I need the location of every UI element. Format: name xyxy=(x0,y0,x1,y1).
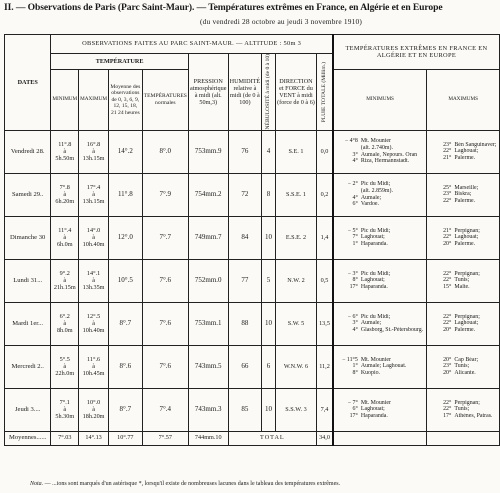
maxima-entry xyxy=(427,148,499,155)
cell-maxima xyxy=(427,302,500,345)
cell-minima xyxy=(333,130,427,173)
cell-normale: 7°.6 xyxy=(142,302,188,345)
cell-maxima xyxy=(427,130,500,173)
minima-temperature: 8° xyxy=(352,369,358,376)
maxima-place: Perpignan; xyxy=(454,399,480,406)
totals-maximum: 14°.13 xyxy=(79,431,109,445)
maxima-entry xyxy=(427,400,499,407)
maxima-temperature: 22° xyxy=(443,277,452,284)
cell-minima xyxy=(333,302,427,345)
minima-place: Aumale; xyxy=(360,194,382,201)
maxima-temperature: 21° xyxy=(443,154,452,161)
minima-place: Aumale; Laghouat. xyxy=(360,363,407,370)
header-humidite: HUMIDITÉ relative à midi (de 0 à 100) xyxy=(228,54,262,131)
maxima-temperature: 20° xyxy=(443,356,452,363)
maxima-temperature: 22° xyxy=(443,197,452,204)
footnote-text: — ...ions sont marqués d'un astérisque *, lorsqu'il existe de nombreuses lacunes dans le tableau des températures extrêmes. xyxy=(44,481,341,487)
totals-row xyxy=(5,431,500,445)
cell-vent: N.W. 2 xyxy=(275,259,316,302)
cell-moyenne: 12°.0 xyxy=(108,216,142,259)
minima-place: Laghouat; xyxy=(360,277,385,284)
minima-place: Riza, Hermannstadt. xyxy=(360,158,410,165)
cell-minimum: 7°.8 à 6h.20m xyxy=(51,173,79,216)
cell-moyenne: 11°.8 xyxy=(108,173,142,216)
cell-normale: 7°.6 xyxy=(142,345,188,388)
cell-normale: 7°.4 xyxy=(142,388,188,431)
minima-place: Vardoe. xyxy=(360,201,380,208)
maxima-entry xyxy=(427,185,499,192)
minima-temperature: 3° xyxy=(352,151,358,158)
totals-moyenne: 10°.77 xyxy=(108,431,142,445)
minima-entry xyxy=(334,241,427,248)
maxima-temperature: 15° xyxy=(443,283,452,290)
maxima-temperature: 20° xyxy=(443,326,452,333)
maxima-place: Malte. xyxy=(454,283,470,290)
maxima-temperature: 23° xyxy=(443,141,452,148)
cell-pluie: 1,4 xyxy=(317,216,333,259)
cell-maximum: 12°.5 à 10h.40m xyxy=(79,302,109,345)
cell-date: Lundi 31... xyxy=(5,259,51,302)
maxima-list xyxy=(427,271,499,291)
minima-temperature: 6° xyxy=(352,406,358,413)
minima-list xyxy=(334,357,427,377)
maxima-place: Perpignan; xyxy=(454,270,480,277)
minima-place: Haparanda. xyxy=(360,240,388,247)
cell-date: Mercredi 2.. xyxy=(5,345,51,388)
maxima-temperature: 20° xyxy=(443,369,452,376)
cell-minimum: 11°.4 à 6h.0m xyxy=(51,216,79,259)
cell-maxima xyxy=(427,345,500,388)
table-row xyxy=(5,302,500,345)
totals-total-label: TOTAL xyxy=(228,431,317,445)
minima-place: (alt. 2.859m). xyxy=(360,187,393,194)
minima-entry xyxy=(334,413,427,420)
header-maximum: MAXIMUM xyxy=(79,70,109,130)
cell-pression: 752mm.0 xyxy=(188,259,228,302)
maxima-entry xyxy=(427,234,499,241)
header-nebulosite-cell xyxy=(262,54,276,131)
minima-list xyxy=(334,400,427,420)
cell-normale: 7°.9 xyxy=(142,173,188,216)
minima-place: Haparanda. xyxy=(360,412,388,419)
maxima-list xyxy=(427,185,499,205)
maxima-entry xyxy=(427,284,499,291)
cell-vent: S.E. 1 xyxy=(275,130,316,173)
minima-temperature: − 7° xyxy=(347,399,358,406)
maxima-entry xyxy=(427,357,499,364)
maxima-place: Marseille; xyxy=(454,184,479,191)
minima-temperature: 7° xyxy=(352,234,358,241)
maxima-place: Tunis; xyxy=(454,406,470,413)
maxima-entry xyxy=(427,191,499,198)
cell-vent: W.N.W. 6 xyxy=(275,345,316,388)
maxima-entry xyxy=(427,142,499,149)
cell-humidite: 88 xyxy=(228,302,262,345)
minima-place: Mt. Mounier xyxy=(360,356,391,363)
cell-maxima xyxy=(427,216,500,259)
minima-entry xyxy=(334,188,427,195)
minima-entry xyxy=(334,228,427,235)
maxima-place: Perpignan; xyxy=(454,313,480,320)
maxima-place: Athènes, Patras. xyxy=(454,412,493,419)
cell-minima xyxy=(333,173,427,216)
header-observations-group: OBSERVATIONS FAITES AU PARC SAINT-MAUR. — ALTITUDE : 50m 3 xyxy=(51,35,333,54)
cell-maximum: 17°.4 à 13h.15m xyxy=(79,173,109,216)
header-dates: DATES xyxy=(5,35,51,131)
minima-temperature: − 5° xyxy=(347,227,358,234)
minima-place: Glasborg, St.-Pétersbourg. xyxy=(360,326,424,333)
minima-temperature: 4° xyxy=(352,326,358,333)
minima-entry xyxy=(334,145,427,152)
minima-temperature: − 6° xyxy=(347,313,358,320)
minima-place: Aumale, Nepours. Oran xyxy=(360,151,418,158)
cell-vent: S.S.W. 3 xyxy=(275,388,316,431)
maxima-temperature: 22° xyxy=(443,270,452,277)
footnote xyxy=(30,481,490,487)
minima-place: Laghouat; xyxy=(360,406,385,413)
cell-minima xyxy=(333,345,427,388)
maxima-place: Tunis; xyxy=(454,277,470,284)
maxima-list xyxy=(427,357,499,377)
header-maxima: MAXIMUMS xyxy=(427,70,500,130)
minima-entry xyxy=(334,284,427,291)
minima-entry xyxy=(334,406,427,413)
minima-temperature: 4° xyxy=(352,194,358,201)
minima-temperature: 17° xyxy=(349,283,358,290)
cell-maxima xyxy=(427,259,500,302)
minima-entry xyxy=(334,320,427,327)
minima-entry xyxy=(334,158,427,165)
maxima-temperature: 22° xyxy=(443,320,452,327)
maxima-place: Palerme. xyxy=(454,154,476,161)
cell-humidite: 72 xyxy=(228,173,262,216)
maxima-list xyxy=(427,142,499,162)
minima-place: Haparanda. xyxy=(360,283,388,290)
cell-maximum: 16°.8 à 13h.15m xyxy=(79,130,109,173)
minima-entry xyxy=(334,400,427,407)
minima-temperature: 1° xyxy=(352,363,358,370)
header-extremes-group: TEMPÉRATURES EXTRÊMES EN FRANCE EN ALGÉRIE ET EN EUROPE xyxy=(333,35,500,70)
cell-pression: 749mm.7 xyxy=(188,216,228,259)
header-minimum: MINIMUM xyxy=(51,70,79,130)
cell-maximum: 10°.0 à 18h.20m xyxy=(79,388,109,431)
cell-vent: S.S.E. 1 xyxy=(275,173,316,216)
maxima-place: Laghouat; xyxy=(454,148,479,155)
totals-minima-empty xyxy=(333,431,427,445)
maxima-entry xyxy=(427,155,499,162)
minima-place: Mt. Mounier xyxy=(360,138,391,145)
maxima-place: Alicante. xyxy=(454,369,476,376)
minima-entry xyxy=(334,314,427,321)
cell-moyenne: 10°.5 xyxy=(108,259,142,302)
cell-pression: 753mm.1 xyxy=(188,302,228,345)
observations-table xyxy=(4,34,500,446)
maxima-place: Palerme. xyxy=(454,240,476,247)
cell-nebulosite: 10 xyxy=(262,388,276,431)
cell-date: Jeudi 3.... xyxy=(5,388,51,431)
totals-maxima-empty xyxy=(427,431,500,445)
minima-entry xyxy=(334,138,427,145)
totals-minimum: 7°.03 xyxy=(51,431,79,445)
minima-list xyxy=(334,228,427,248)
cell-humidite: 66 xyxy=(228,345,262,388)
maxima-temperature: 23° xyxy=(443,191,452,198)
cell-date: Samedi 29.. xyxy=(5,173,51,216)
maxima-list xyxy=(427,314,499,334)
maxima-place: Laghouat; xyxy=(454,234,479,241)
maxima-entry xyxy=(427,370,499,377)
cell-date: Vendredi 28. xyxy=(5,130,51,173)
minima-place: (alt. 2.740m). xyxy=(360,144,393,151)
cell-pression: 754mm.2 xyxy=(188,173,228,216)
cell-moyenne: 8°.6 xyxy=(108,345,142,388)
minima-temperature: 17° xyxy=(349,412,358,419)
header-nebulosite: NÉBULOSITÉ à midi (de 0 à 10) xyxy=(265,54,272,130)
maxima-list xyxy=(427,228,499,248)
page-title: II. — Observations de Paris (Parc Saint-Maur). — Températures extrêmes en France, en Algérie et en Europe xyxy=(4,2,443,13)
minima-place: Kuopio. xyxy=(360,369,381,376)
maxima-entry xyxy=(427,406,499,413)
cell-humidite: 77 xyxy=(228,259,262,302)
header-normales: TEMPÉRATURES normales xyxy=(142,70,188,130)
table-row xyxy=(5,216,500,259)
cell-date: Dimanche 30 xyxy=(5,216,51,259)
cell-humidite: 84 xyxy=(228,216,262,259)
maxima-list xyxy=(427,400,499,420)
maxima-entry xyxy=(427,314,499,321)
maxima-entry xyxy=(427,271,499,278)
minima-entry xyxy=(334,201,427,208)
table-row xyxy=(5,130,500,173)
minima-place: Pic du Midi; xyxy=(360,313,391,320)
cell-maximum: 11°.6 à 10h.45m xyxy=(79,345,109,388)
minima-entry xyxy=(334,370,427,377)
minima-temperature: − 2° xyxy=(347,181,358,188)
maxima-entry xyxy=(427,241,499,248)
minima-list xyxy=(334,138,427,164)
cell-date: Mardi 1er... xyxy=(5,302,51,345)
maxima-temperature: 22° xyxy=(443,313,452,320)
maxima-entry xyxy=(427,198,499,205)
cell-nebulosite: 5 xyxy=(262,259,276,302)
minima-entry xyxy=(334,271,427,278)
minima-entry xyxy=(334,277,427,284)
minima-place: Pic du Midi; xyxy=(360,181,391,188)
cell-pression: 743mm.3 xyxy=(188,388,228,431)
cell-nebulosite: 4 xyxy=(262,130,276,173)
cell-vent: E.S.E. 2 xyxy=(275,216,316,259)
cell-minima xyxy=(333,388,427,431)
minima-entry xyxy=(334,357,427,364)
cell-maxima xyxy=(427,388,500,431)
cell-minima xyxy=(333,259,427,302)
totals-pluie: 34,0 xyxy=(317,431,333,445)
cell-pluie: 0,2 xyxy=(317,173,333,216)
minima-place: Mt. Mounier xyxy=(360,399,391,406)
table-row xyxy=(5,345,500,388)
minima-place: Pic du Midi; xyxy=(360,270,391,277)
maxima-temperature: 22° xyxy=(443,148,452,155)
maxima-temperature: 17° xyxy=(443,412,452,419)
minima-entry xyxy=(334,363,427,370)
cell-moyenne: 8°.7 xyxy=(108,388,142,431)
minima-list xyxy=(334,314,427,334)
maxima-entry xyxy=(427,277,499,284)
minima-entry xyxy=(334,152,427,159)
minima-list xyxy=(334,271,427,291)
cell-pluie: 0,0 xyxy=(317,130,333,173)
cell-minimum: 7°.1 à 5h.30m xyxy=(51,388,79,431)
cell-normale: 7°.7 xyxy=(142,216,188,259)
cell-moyenne: 14°.2 xyxy=(108,130,142,173)
cell-minimum: 11°.8 à 5h.50m xyxy=(51,130,79,173)
table-row xyxy=(5,173,500,216)
header-pluie-cell xyxy=(317,54,333,131)
minima-place: Pic du Midi; xyxy=(360,227,391,234)
minima-list xyxy=(334,181,427,207)
minima-entry xyxy=(334,327,427,334)
minima-entry xyxy=(334,195,427,202)
cell-normale: 8°.0 xyxy=(142,130,188,173)
cell-normale: 7°.6 xyxy=(142,259,188,302)
table-row xyxy=(5,388,500,431)
cell-minimum: 5°.5 à 22h.0m xyxy=(51,345,79,388)
maxima-temperature: 21° xyxy=(443,227,452,234)
minima-temperature: − 11°5 xyxy=(342,356,358,363)
maxima-entry xyxy=(427,320,499,327)
header-pluie: PLUIE TOTALE (Millim.) xyxy=(321,61,328,122)
maxima-place: Laghouat; xyxy=(454,320,479,327)
cell-moyenne: 8°.7 xyxy=(108,302,142,345)
minima-place: Laghouat; xyxy=(360,234,385,241)
cell-pression: 743mm.5 xyxy=(188,345,228,388)
header-vent: DIRECTION et FORCE du VENT à midi (force de 0 à 6) xyxy=(275,54,316,131)
footnote-label: Nota. xyxy=(30,481,44,487)
minima-temperature: 4° xyxy=(352,158,358,165)
maxima-temperature: 20° xyxy=(443,240,452,247)
maxima-place: Cap Béar; xyxy=(454,356,479,363)
header-moyenne: Moyenne des observations de 0, 3, 6, 9, 12, 15, 18, 21 24 heures xyxy=(108,70,142,130)
cell-nebulosite: 6 xyxy=(262,345,276,388)
totals-normale: 7°.57 xyxy=(142,431,188,445)
header-pression: PRESSION atmosphérique à midi (alt. 50m,3) xyxy=(188,54,228,131)
maxima-entry xyxy=(427,413,499,420)
minima-temperature: 1° xyxy=(352,240,358,247)
cell-nebulosite: 10 xyxy=(262,216,276,259)
maxima-temperature: 22° xyxy=(443,406,452,413)
page-subtitle: (du vendredi 28 octobre au jeudi 3 novembre 1910) xyxy=(200,17,363,26)
maxima-place: Perpignan; xyxy=(454,227,480,234)
cell-minimum: 9°.2 à 21h.15m xyxy=(51,259,79,302)
cell-pluie: 7,4 xyxy=(317,388,333,431)
totals-pression: 744mm.10 xyxy=(188,431,228,445)
cell-maximum: 14°.1 à 13h.35m xyxy=(79,259,109,302)
minima-place: Aumale; xyxy=(360,320,382,327)
header-temperature-group: TEMPÉRATURE xyxy=(51,54,189,70)
observations-body xyxy=(5,130,500,431)
minima-entry xyxy=(334,181,427,188)
cell-pluie: 0,5 xyxy=(317,259,333,302)
minima-entry xyxy=(334,234,427,241)
maxima-temperature: 22° xyxy=(443,399,452,406)
maxima-entry xyxy=(427,327,499,334)
cell-nebulosite: 10 xyxy=(262,302,276,345)
minima-temperature: 3° xyxy=(352,320,358,327)
cell-nebulosite: 8 xyxy=(262,173,276,216)
minima-temperature: − 4°8 xyxy=(344,138,358,145)
maxima-entry xyxy=(427,363,499,370)
totals-label: Moyennes...... xyxy=(5,431,51,445)
cell-humidite: 76 xyxy=(228,130,262,173)
minima-temperature: 8° xyxy=(352,277,358,284)
maxima-place: Biskra; xyxy=(454,191,472,198)
maxima-place: Palerme. xyxy=(454,197,476,204)
cell-minima xyxy=(333,216,427,259)
maxima-temperature: 23° xyxy=(443,363,452,370)
cell-maxima xyxy=(427,173,500,216)
maxima-temperature: 22° xyxy=(443,234,452,241)
minima-temperature: 6° xyxy=(352,201,358,208)
cell-pression: 753mm.9 xyxy=(188,130,228,173)
cell-minimum: 6°.2 à 8h.0m xyxy=(51,302,79,345)
header-minima: MINIMUMS xyxy=(333,70,427,130)
maxima-temperature: 25° xyxy=(443,184,452,191)
maxima-place: Bén Sanguinaver; xyxy=(454,141,497,148)
cell-maximum: 14°.0 à 10h.40m xyxy=(79,216,109,259)
maxima-place: Palerme. xyxy=(454,326,476,333)
table-row xyxy=(5,259,500,302)
maxima-entry xyxy=(427,228,499,235)
cell-pluie: 11,2 xyxy=(317,345,333,388)
maxima-place: Tunis; xyxy=(454,363,470,370)
cell-humidite: 85 xyxy=(228,388,262,431)
cell-pluie: 13,5 xyxy=(317,302,333,345)
cell-vent: S.W. 5 xyxy=(275,302,316,345)
minima-temperature: − 3° xyxy=(347,270,358,277)
